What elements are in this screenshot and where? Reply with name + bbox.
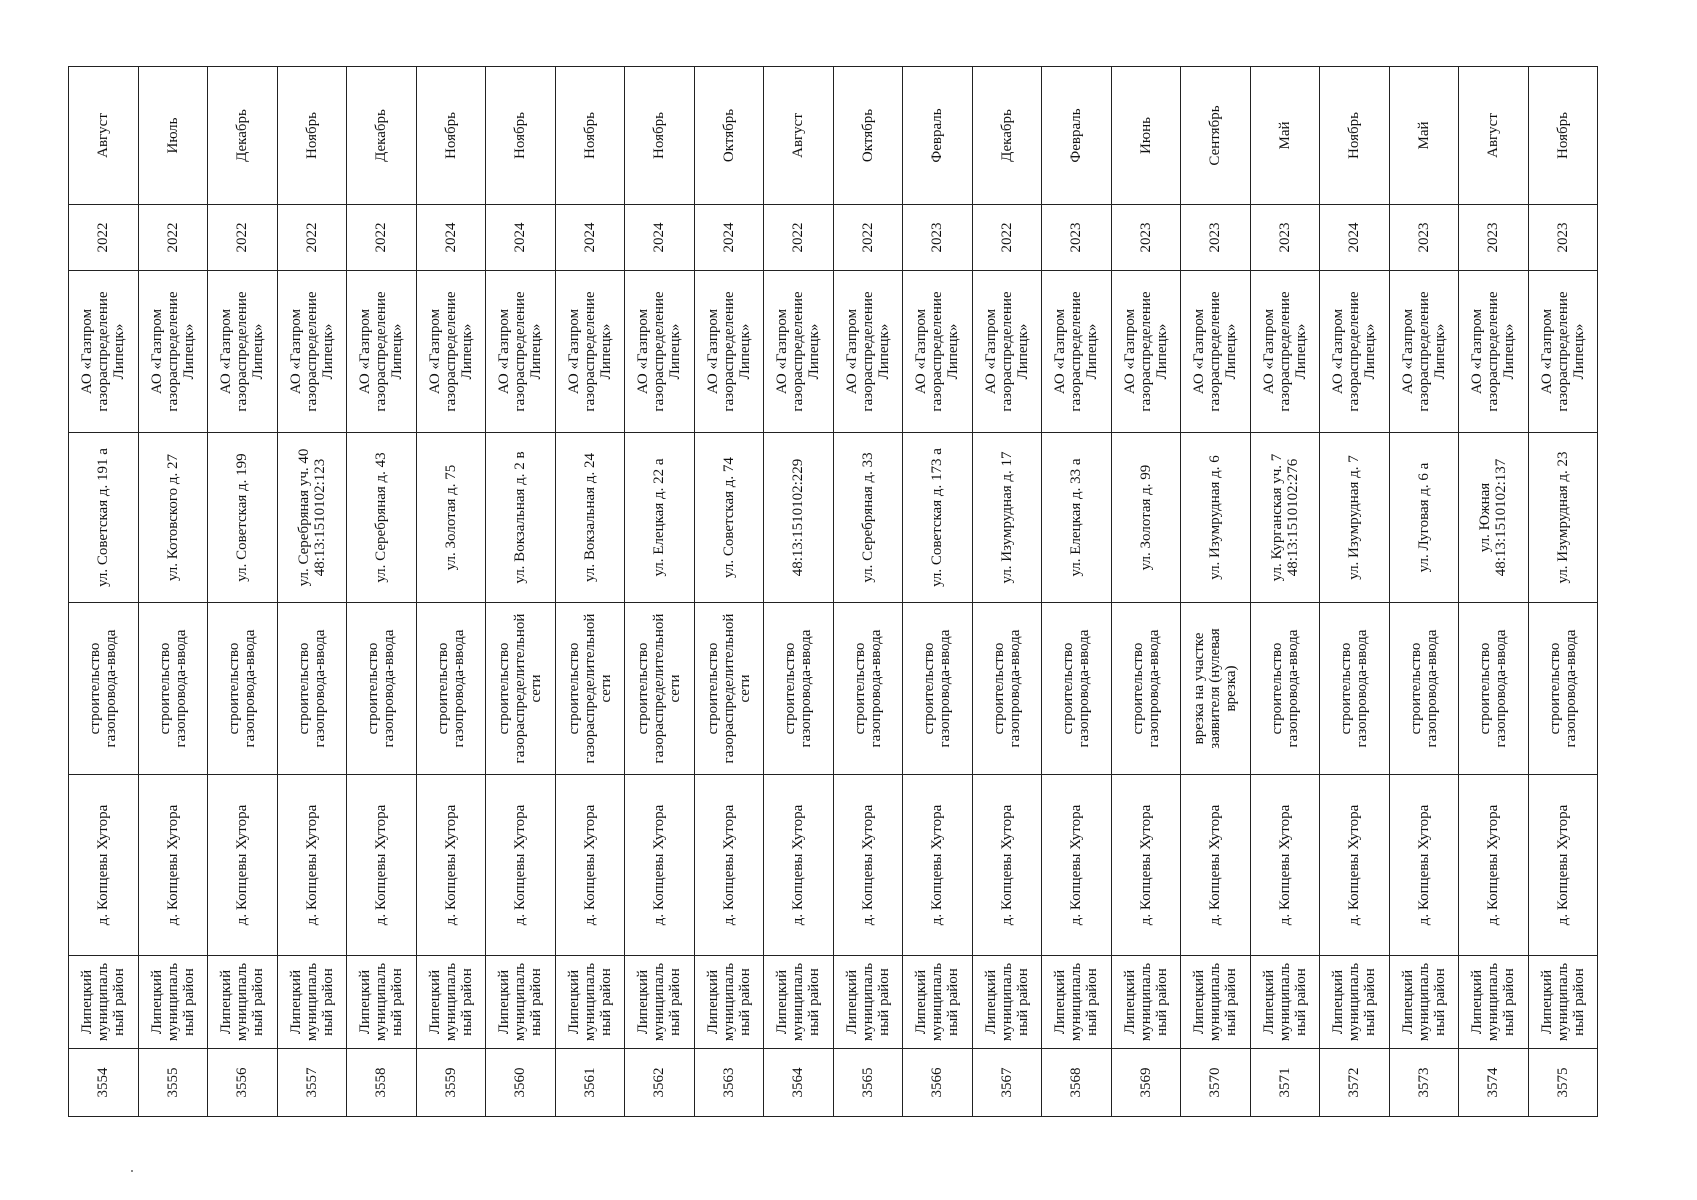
month-cell: Август xyxy=(69,67,139,205)
address-cell: ул. Золотая д. 99 xyxy=(1111,433,1181,603)
village-cell: д. Копцевы Хутора xyxy=(277,775,347,956)
row-number-cell: 3571 xyxy=(1250,1049,1320,1117)
year-cell: 2022 xyxy=(347,205,417,271)
table-row xyxy=(1111,67,1181,1117)
table-row xyxy=(69,67,139,1117)
table-row xyxy=(694,67,764,1117)
month-cell: Ноябрь xyxy=(277,67,347,205)
work-type-cell: строительство газопровода-ввода xyxy=(1320,603,1390,775)
month-cell: Ноябрь xyxy=(486,67,556,205)
work-type-cell: строительство газопровода-ввода xyxy=(1111,603,1181,775)
year-cell: 2023 xyxy=(1389,205,1459,271)
month-cell: Ноябрь xyxy=(1528,67,1598,205)
table-row xyxy=(347,67,417,1117)
table-row xyxy=(1042,67,1112,1117)
village-cell: д. Копцевы Хутора xyxy=(1528,775,1598,956)
organization-cell: АО «Газпром газораспределение Липецк» xyxy=(903,271,973,433)
village-cell: д. Копцевы Хутора xyxy=(347,775,417,956)
work-type-cell: строительство газопровода-ввода xyxy=(69,603,139,775)
work-type-cell: строительство газопровода-ввода xyxy=(1250,603,1320,775)
work-type-cell: строительство газопровода-ввода xyxy=(833,603,903,775)
organization-cell: АО «Газпром газораспределение Липецк» xyxy=(1389,271,1459,433)
year-cell: 2023 xyxy=(1459,205,1529,271)
address-cell: ул. Южная 48:13:1510102:137 xyxy=(1459,433,1529,603)
work-type-cell: строительство газопровода-ввода xyxy=(208,603,278,775)
organization-cell: АО «Газпром газораспределение Липецк» xyxy=(1320,271,1390,433)
district-cell: Липецкий муниципальный район xyxy=(1320,956,1390,1049)
table-row xyxy=(833,67,903,1117)
table-row xyxy=(555,67,625,1117)
row-number-cell: 3563 xyxy=(694,1049,764,1117)
district-cell: Липецкий муниципальный район xyxy=(1528,956,1598,1049)
organization-cell: АО «Газпром газораспределение Липецк» xyxy=(764,271,834,433)
district-cell: Липецкий муниципальный район xyxy=(555,956,625,1049)
address-cell: ул. Изумрудная д. 17 xyxy=(972,433,1042,603)
district-cell: Липецкий муниципальный район xyxy=(1042,956,1112,1049)
row-number-cell: 3554 xyxy=(69,1049,139,1117)
year-cell: 2023 xyxy=(1111,205,1181,271)
address-cell: 48:13:1510102:229 xyxy=(764,433,834,603)
table-row xyxy=(486,67,556,1117)
address-cell: ул. Изумрудная д. 6 xyxy=(1181,433,1251,603)
district-cell: Липецкий муниципальный район xyxy=(903,956,973,1049)
address-cell: ул. Советская д. 199 xyxy=(208,433,278,603)
village-cell: д. Копцевы Хутора xyxy=(1181,775,1251,956)
row-number-cell: 3555 xyxy=(138,1049,208,1117)
village-cell: д. Копцевы Хутора xyxy=(764,775,834,956)
work-type-cell: строительство газопровода-ввода xyxy=(1042,603,1112,775)
organization-cell: АО «Газпром газораспределение Липецк» xyxy=(138,271,208,433)
table-row xyxy=(1320,67,1390,1117)
district-cell: Липецкий муниципальный район xyxy=(69,956,139,1049)
month-cell: Август xyxy=(764,67,834,205)
address-cell: ул. Изумрудная д. 23 xyxy=(1528,433,1598,603)
row-number-cell: 3566 xyxy=(903,1049,973,1117)
month-cell: Май xyxy=(1250,67,1320,205)
gasification-registry-table xyxy=(68,66,1598,1117)
table-row xyxy=(277,67,347,1117)
district-cell: Липецкий муниципальный район xyxy=(764,956,834,1049)
month-cell: Декабрь xyxy=(972,67,1042,205)
address-cell: ул. Луговая д. 6 а xyxy=(1389,433,1459,603)
village-cell: д. Копцевы Хутора xyxy=(1250,775,1320,956)
month-cell: Август xyxy=(1459,67,1529,205)
organization-cell: АО «Газпром газораспределение Липецк» xyxy=(1459,271,1529,433)
year-cell: 2023 xyxy=(1181,205,1251,271)
work-type-cell: строительство газопровода-ввода xyxy=(972,603,1042,775)
district-cell: Липецкий муниципальный район xyxy=(138,956,208,1049)
district-cell: Липецкий муниципальный район xyxy=(972,956,1042,1049)
district-cell: Липецкий муниципальный район xyxy=(625,956,695,1049)
month-cell: Июнь xyxy=(1111,67,1181,205)
district-cell: Липецкий муниципальный район xyxy=(1459,956,1529,1049)
year-cell: 2023 xyxy=(1250,205,1320,271)
address-cell: ул. Советская д. 173 а xyxy=(903,433,973,603)
month-cell: Февраль xyxy=(1042,67,1112,205)
year-cell: 2024 xyxy=(625,205,695,271)
district-cell: Липецкий муниципальный район xyxy=(694,956,764,1049)
organization-cell: АО «Газпром газораспределение Липецк» xyxy=(486,271,556,433)
month-cell: Ноябрь xyxy=(416,67,486,205)
work-type-cell: врезка на участке заявителя (нулевая врезка) xyxy=(1181,603,1251,775)
month-cell: Июль xyxy=(138,67,208,205)
table-row xyxy=(1250,67,1320,1117)
work-type-cell: строительство газопровода-ввода xyxy=(764,603,834,775)
village-cell: д. Копцевы Хутора xyxy=(1320,775,1390,956)
month-cell: Сентябрь xyxy=(1181,67,1251,205)
address-cell: ул. Изумрудная д. 7 xyxy=(1320,433,1390,603)
scan-speck xyxy=(131,1170,133,1172)
address-cell: ул. Серебряная д. 33 xyxy=(833,433,903,603)
work-type-cell: строительство газопровода-ввода xyxy=(347,603,417,775)
organization-cell: АО «Газпром газораспределение Липецк» xyxy=(1111,271,1181,433)
work-type-cell: строительство газораспределительной сети xyxy=(694,603,764,775)
year-cell: 2024 xyxy=(486,205,556,271)
table-row xyxy=(1181,67,1251,1117)
table-row xyxy=(138,67,208,1117)
work-type-cell: строительство газораспределительной сети xyxy=(625,603,695,775)
address-cell: ул. Советская д. 191 а xyxy=(69,433,139,603)
year-cell: 2022 xyxy=(138,205,208,271)
village-cell: д. Копцевы Хутора xyxy=(69,775,139,956)
work-type-cell: строительство газопровода-ввода xyxy=(416,603,486,775)
table-row xyxy=(972,67,1042,1117)
year-cell: 2022 xyxy=(972,205,1042,271)
village-cell: д. Копцевы Хутора xyxy=(1389,775,1459,956)
table-row xyxy=(1389,67,1459,1117)
village-cell: д. Копцевы Хутора xyxy=(1042,775,1112,956)
row-number-cell: 3559 xyxy=(416,1049,486,1117)
organization-cell: АО «Газпром газораспределение Липецк» xyxy=(277,271,347,433)
year-cell: 2022 xyxy=(69,205,139,271)
year-cell: 2022 xyxy=(277,205,347,271)
year-cell: 2024 xyxy=(416,205,486,271)
village-cell: д. Копцевы Хутора xyxy=(555,775,625,956)
row-number-cell: 3560 xyxy=(486,1049,556,1117)
village-cell: д. Копцевы Хутора xyxy=(1111,775,1181,956)
year-cell: 2022 xyxy=(764,205,834,271)
work-type-cell: строительство газопровода-ввода xyxy=(1528,603,1598,775)
row-number-cell: 3573 xyxy=(1389,1049,1459,1117)
district-cell: Липецкий муниципальный район xyxy=(1111,956,1181,1049)
organization-cell: АО «Газпром газораспределение Липецк» xyxy=(1528,271,1598,433)
village-cell: д. Копцевы Хутора xyxy=(486,775,556,956)
district-cell: Липецкий муниципальный район xyxy=(277,956,347,1049)
work-type-cell: строительство газопровода-ввода xyxy=(1459,603,1529,775)
work-type-cell: строительство газопровода-ввода xyxy=(1389,603,1459,775)
row-number-cell: 3565 xyxy=(833,1049,903,1117)
organization-cell: АО «Газпром газораспределение Липецк» xyxy=(555,271,625,433)
organization-cell: АО «Газпром газораспределение Липецк» xyxy=(625,271,695,433)
district-cell: Липецкий муниципальный район xyxy=(416,956,486,1049)
row-number-cell: 3572 xyxy=(1320,1049,1390,1117)
table-row xyxy=(208,67,278,1117)
address-cell: ул. Вокзальная д. 24 xyxy=(555,433,625,603)
organization-cell: АО «Газпром газораспределение Липецк» xyxy=(69,271,139,433)
address-cell: ул. Котовского д. 27 xyxy=(138,433,208,603)
district-cell: Липецкий муниципальный район xyxy=(486,956,556,1049)
month-cell: Октябрь xyxy=(694,67,764,205)
village-cell: д. Копцевы Хутора xyxy=(972,775,1042,956)
row-number-cell: 3558 xyxy=(347,1049,417,1117)
village-cell: д. Копцевы Хутора xyxy=(138,775,208,956)
organization-cell: АО «Газпром газораспределение Липецк» xyxy=(1181,271,1251,433)
month-cell: Февраль xyxy=(903,67,973,205)
organization-cell: АО «Газпром газораспределение Липецк» xyxy=(416,271,486,433)
year-cell: 2024 xyxy=(694,205,764,271)
year-cell: 2023 xyxy=(1042,205,1112,271)
month-cell: Ноябрь xyxy=(555,67,625,205)
work-type-cell: строительство газопровода-ввода xyxy=(138,603,208,775)
village-cell: д. Копцевы Хутора xyxy=(694,775,764,956)
rotated-table-frame xyxy=(68,67,1598,1117)
month-cell: Ноябрь xyxy=(1320,67,1390,205)
table-row xyxy=(416,67,486,1117)
organization-cell: АО «Газпром газораспределение Липецк» xyxy=(1042,271,1112,433)
village-cell: д. Копцевы Хутора xyxy=(903,775,973,956)
address-cell: ул. Золотая д. 75 xyxy=(416,433,486,603)
work-type-cell: строительство газораспределительной сети xyxy=(555,603,625,775)
row-number-cell: 3562 xyxy=(625,1049,695,1117)
month-cell: Октябрь xyxy=(833,67,903,205)
district-cell: Липецкий муниципальный район xyxy=(1181,956,1251,1049)
organization-cell: АО «Газпром газораспределение Липецк» xyxy=(833,271,903,433)
address-cell: ул. Серебряная д. 43 xyxy=(347,433,417,603)
row-number-cell: 3574 xyxy=(1459,1049,1529,1117)
table-row xyxy=(1528,67,1598,1117)
row-number-cell: 3568 xyxy=(1042,1049,1112,1117)
table-body xyxy=(69,67,1598,1117)
district-cell: Липецкий муниципальный район xyxy=(1250,956,1320,1049)
year-cell: 2022 xyxy=(208,205,278,271)
month-cell: Декабрь xyxy=(347,67,417,205)
year-cell: 2024 xyxy=(555,205,625,271)
work-type-cell: строительство газопровода-ввода xyxy=(903,603,973,775)
row-number-cell: 3564 xyxy=(764,1049,834,1117)
table-row xyxy=(764,67,834,1117)
village-cell: д. Копцевы Хутора xyxy=(833,775,903,956)
year-cell: 2023 xyxy=(1528,205,1598,271)
address-cell: ул. Вокзальная д. 2 в xyxy=(486,433,556,603)
address-cell: ул. Елецкая д. 22 а xyxy=(625,433,695,603)
row-number-cell: 3557 xyxy=(277,1049,347,1117)
village-cell: д. Копцевы Хутора xyxy=(625,775,695,956)
row-number-cell: 3569 xyxy=(1111,1049,1181,1117)
table-row xyxy=(903,67,973,1117)
organization-cell: АО «Газпром газораспределение Липецк» xyxy=(972,271,1042,433)
organization-cell: АО «Газпром газораспределение Липецк» xyxy=(208,271,278,433)
row-number-cell: 3561 xyxy=(555,1049,625,1117)
address-cell: ул. Серебряная уч. 40 48:13:1510102:123 xyxy=(277,433,347,603)
organization-cell: АО «Газпром газораспределение Липецк» xyxy=(694,271,764,433)
district-cell: Липецкий муниципальный район xyxy=(347,956,417,1049)
organization-cell: АО «Газпром газораспределение Липецк» xyxy=(1250,271,1320,433)
district-cell: Липецкий муниципальный район xyxy=(1389,956,1459,1049)
row-number-cell: 3575 xyxy=(1528,1049,1598,1117)
table-row xyxy=(1459,67,1529,1117)
table-row xyxy=(625,67,695,1117)
year-cell: 2023 xyxy=(903,205,973,271)
village-cell: д. Копцевы Хутора xyxy=(1459,775,1529,956)
row-number-cell: 3567 xyxy=(972,1049,1042,1117)
row-number-cell: 3570 xyxy=(1181,1049,1251,1117)
address-cell: ул. Елецкая д. 33 а xyxy=(1042,433,1112,603)
month-cell: Ноябрь xyxy=(625,67,695,205)
address-cell: ул. Советская д. 74 xyxy=(694,433,764,603)
district-cell: Липецкий муниципальный район xyxy=(833,956,903,1049)
village-cell: д. Копцевы Хутора xyxy=(208,775,278,956)
work-type-cell: строительство газораспределительной сети xyxy=(486,603,556,775)
row-number-cell: 3556 xyxy=(208,1049,278,1117)
year-cell: 2022 xyxy=(833,205,903,271)
organization-cell: АО «Газпром газораспределение Липецк» xyxy=(347,271,417,433)
month-cell: Декабрь xyxy=(208,67,278,205)
year-cell: 2024 xyxy=(1320,205,1390,271)
month-cell: Май xyxy=(1389,67,1459,205)
address-cell: ул. Курганская уч. 7 48:13:1510102:276 xyxy=(1250,433,1320,603)
village-cell: д. Копцевы Хутора xyxy=(416,775,486,956)
district-cell: Липецкий муниципальный район xyxy=(208,956,278,1049)
work-type-cell: строительство газопровода-ввода xyxy=(277,603,347,775)
